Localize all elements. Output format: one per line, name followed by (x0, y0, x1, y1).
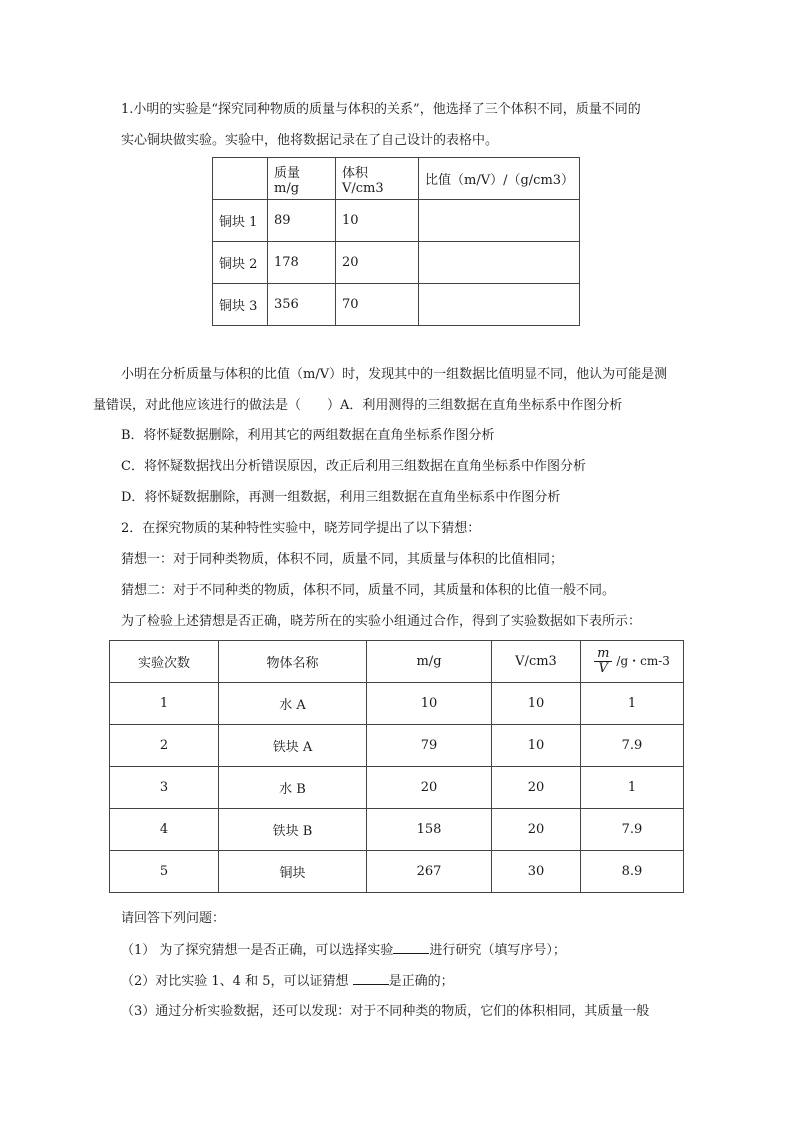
table-cell: 10 (336, 200, 419, 242)
table-row (110, 767, 684, 809)
table-cell: 30 (492, 851, 581, 893)
table-cell: 水 B (219, 767, 367, 809)
table-cell: 铜块 1 (213, 200, 268, 242)
header-cell: 实验次数 (110, 641, 219, 683)
table-cell: 158 (367, 809, 492, 851)
header-cell: 质量 m/g (268, 158, 336, 200)
sub2-text-b: 是正确的； (388, 974, 454, 989)
q1-intro-line2: 实心铜块做实验。实验中，他将数据记录在了自己设计的表格中。 (121, 133, 499, 148)
table-cell: 铜块 3 (213, 284, 268, 326)
sub1-text-a: （1） 为了探究猜想一是否正确，可以选择实验 (121, 943, 394, 958)
ratio-unit: /g・cm-3 (616, 654, 670, 668)
ratio-header-cell (581, 641, 684, 683)
table-cell: 5 (110, 851, 219, 893)
fraction-numerator: m (594, 647, 612, 662)
q2-sub3: （3）通过分析实验数据，还可以发现：对于不同种类的物质，它们的体积相同，其质量一般 (121, 1004, 650, 1019)
table-cell: 铁块 B (219, 809, 367, 851)
header-cell: 物体名称 (219, 641, 367, 683)
q1-analysis-line1: 小明在分析质量与体积的比值（m/V）时，发现其中的一组数据比值明显不同，他认为可能是测 (121, 367, 668, 382)
header-cell: V/cm3 (492, 641, 581, 683)
q1-option-d: D．将怀疑数据删除，再测一组数据，利用三组数据在直角坐标系中作图分析 (121, 490, 561, 505)
table-cell: 79 (367, 725, 492, 767)
table-row (213, 284, 580, 326)
table-cell: 3 (110, 767, 219, 809)
q2-data-table (109, 640, 684, 893)
table-cell: 8.9 (581, 851, 684, 893)
table-cell: 1 (581, 767, 684, 809)
table-cell: 铁块 A (219, 725, 367, 767)
table-cell: 20 (336, 242, 419, 284)
header-cell: 体积 V/cm3 (336, 158, 419, 200)
table-cell: 4 (110, 809, 219, 851)
q1-data-table (212, 157, 580, 326)
ratio-fraction (594, 647, 612, 676)
q1-option-c: C．将怀疑数据找出分析错误原因，改正后利用三组数据在直角坐标系中作图分析 (121, 459, 586, 474)
table-cell: 10 (492, 683, 581, 725)
table-row (213, 200, 580, 242)
fraction-denominator: V (598, 661, 608, 676)
table-cell: 铜块 2 (213, 242, 268, 284)
sub2-text-a: （2）对比实验 1、4 和 5，可以证猜想 (121, 974, 353, 989)
header-cell: m/g (367, 641, 492, 683)
table-cell: 20 (492, 767, 581, 809)
table-cell: 7.9 (581, 809, 684, 851)
answer-blank-1[interactable] (393, 941, 429, 954)
table-cell: 铜块 (219, 851, 367, 893)
table-cell: 356 (268, 284, 336, 326)
q2-guess2: 猜想二：对于不同种类的物质，体积不同，质量不同，其质量和体积的比值一般不同。 (121, 583, 616, 598)
table-row (110, 809, 684, 851)
q2-sub1 (121, 941, 566, 960)
table-cell: 水 A (219, 683, 367, 725)
table-cell (419, 200, 580, 242)
table-row (110, 683, 684, 725)
q1-intro-line1: 1.小明的实验是“探究同种物质的质量与体积的关系”，他选择了三个体积不同，质量不同的 (121, 102, 641, 117)
table-cell: 89 (268, 200, 336, 242)
table-cell (419, 242, 580, 284)
table-row (110, 725, 684, 767)
table-cell: 2 (110, 725, 219, 767)
sub1-text-b: 进行研究（填写序号）； (429, 943, 566, 958)
q1-option-b: B．将怀疑数据删除，利用其它的两组数据在直角坐标系作图分析 (121, 428, 495, 443)
q2-guess1: 猜想一：对于同种类物质，体积不同，质量不同，其质量与体积的比值相同； (121, 552, 564, 567)
table-cell (419, 284, 580, 326)
q1-analysis-line2: 量错误，对此他应该进行的做法是（ ）A．利用测得的三组数据在直角坐标系中作图分析 (93, 398, 623, 413)
header-cell (213, 158, 268, 200)
header-cell: 比值（m/V）/（g/cm3） (419, 158, 580, 200)
q2-lead: 为了检验上述猜想是否正确，晓芳所在的实验小组通过合作，得到了实验数据如下表所示： (121, 614, 642, 629)
q2-sub2 (121, 972, 454, 991)
table-cell: 10 (492, 725, 581, 767)
q2-intro: 2．在探究物质的某种特性实验中，晓芳同学提出了以下猜想： (121, 521, 481, 536)
table-row (110, 851, 684, 893)
table-row (213, 242, 580, 284)
table-cell: 1 (110, 683, 219, 725)
table-header-row (110, 641, 684, 683)
table-header-row (213, 158, 580, 200)
table-cell: 20 (367, 767, 492, 809)
table-cell: 10 (367, 683, 492, 725)
table-cell: 267 (367, 851, 492, 893)
q2-prompt: 请回答下列问题： (121, 911, 226, 926)
table-cell: 70 (336, 284, 419, 326)
table-cell: 1 (581, 683, 684, 725)
table-cell: 7.9 (581, 725, 684, 767)
table-cell: 20 (492, 809, 581, 851)
table-cell: 178 (268, 242, 336, 284)
answer-blank-2[interactable] (353, 972, 389, 985)
